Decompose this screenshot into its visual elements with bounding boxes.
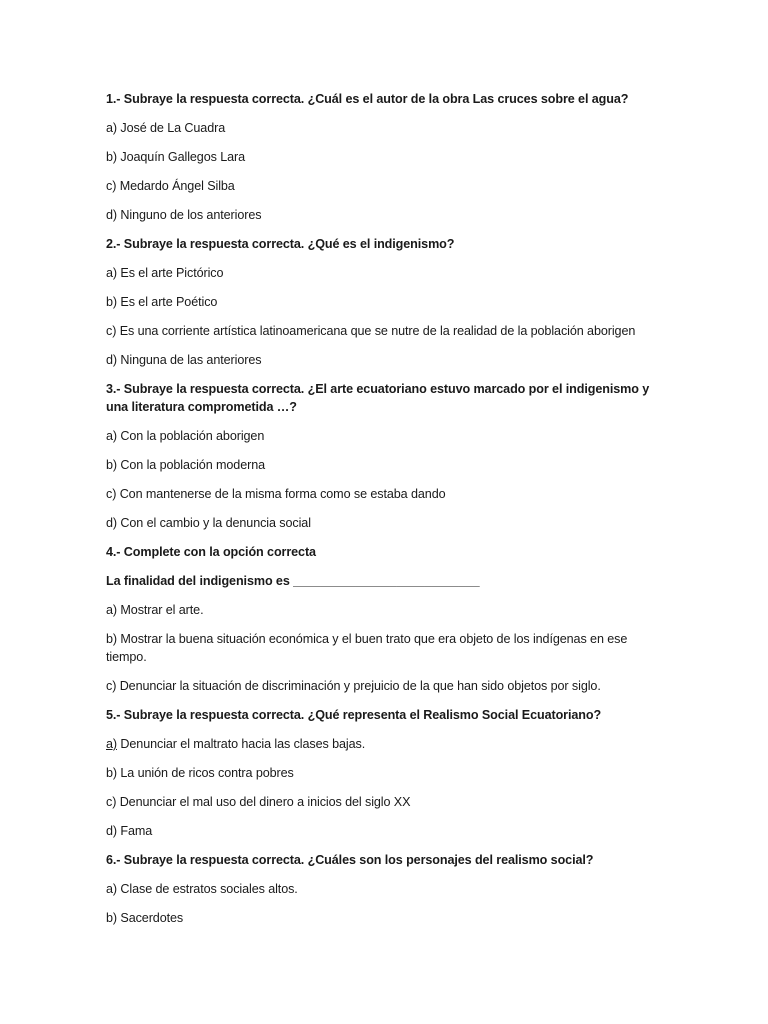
q4-option-b: b) Mostrar la buena situación económica y el buen trato que era objeto de los indígenas en ese tiempo. — [106, 632, 628, 664]
q2-option-c: c) Es una corriente artística latinoamericana que se nutre de la realidad de la población aborigen — [106, 324, 636, 338]
q3-option-b: b) Con la población moderna — [106, 458, 266, 472]
q4-option-c: c) Denunciar la situación de discriminación y prejuicio de la que han sido objetos por siglo. — [106, 679, 601, 693]
q1-option-d: d) Ninguno de los anteriores — [106, 208, 262, 222]
q6-option-a: a) Clase de estratos sociales altos. — [106, 882, 298, 896]
question-1: 1.- Subraye la respuesta correcta. ¿Cuál es el autor de la obra Las cruces sobre el agua? — [106, 92, 629, 106]
question-4-prompt: La finalidad del indigenismo es ___________________________ — [106, 574, 480, 588]
q1-option-a: a) José de La Cuadra — [106, 121, 226, 135]
question-4: 4.- Complete con la opción correcta — [106, 545, 316, 559]
q5-option-a — [106, 735, 666, 753]
q3-option-a: a) Con la población aborigen — [106, 429, 265, 443]
q5-option-b: b) La unión de ricos contra pobres — [106, 766, 294, 780]
q6-option-b: b) Sacerdotes — [106, 911, 184, 925]
question-6: 6.- Subraye la respuesta correcta. ¿Cuáles son los personajes del realismo social? — [106, 853, 594, 867]
question-5: 5.- Subraye la respuesta correcta. ¿Qué representa el Realismo Social Ecuatoriano? — [106, 708, 602, 722]
question-3: 3.- Subraye la respuesta correcta. ¿El arte ecuatoriano estuvo marcado por el indigenismo y una literatura comprometida …? — [106, 382, 650, 414]
question-2: 2.- Subraye la respuesta correcta. ¿Qué es el indigenismo? — [106, 237, 455, 251]
q5-option-d: d) Fama — [106, 824, 153, 838]
q4-option-a: a) Mostrar el arte. — [106, 603, 204, 617]
q2-option-a: a) Es el arte Pictórico — [106, 266, 224, 280]
document-body — [106, 90, 666, 938]
q2-option-b: b) Es el arte Poético — [106, 295, 218, 309]
q5-option-a-text: Denunciar el maltrato hacia las clases bajas. — [117, 737, 366, 751]
q2-option-d: d) Ninguna de las anteriores — [106, 353, 262, 367]
q5-option-c: c) Denunciar el mal uso del dinero a inicios del siglo XX — [106, 795, 411, 809]
q1-option-c: c) Medardo Ángel Silba — [106, 179, 235, 193]
q5-option-a-prefix: a) — [106, 737, 117, 751]
q3-option-c: c) Con mantenerse de la misma forma como se estaba dando — [106, 487, 446, 501]
q1-option-b: b) Joaquín Gallegos Lara — [106, 150, 246, 164]
q3-option-d: d) Con el cambio y la denuncia social — [106, 516, 311, 530]
